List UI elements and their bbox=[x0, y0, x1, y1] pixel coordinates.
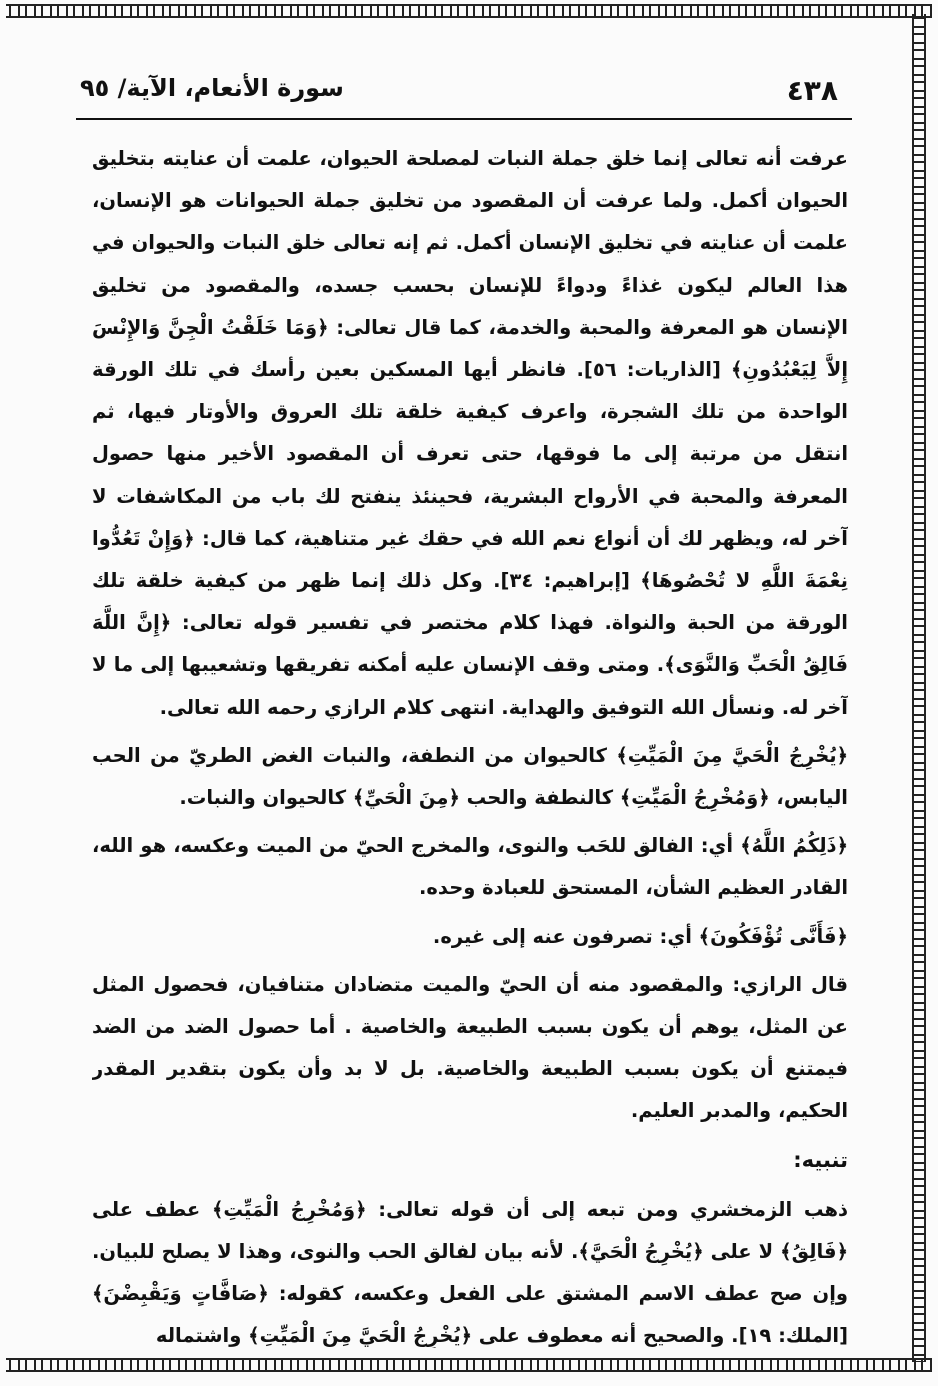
paragraph-5: قال الرازي: والمقصود منه أن الحيّ والميت متضادان متنافيان، فحصول المثل عن المثل، يوهم أن يكون بسبب الطبيعة والخاصية . أما حصول الضد من الضد فيمتنع أن يكون بسبب الطبيعة والخاصية. بل لا بد وأن يكون بتقدير المقدر الحكيم، والمدبر العليم. bbox=[92, 972, 848, 1123]
paragraph-6: ذهب الزمخشري ومن تبعه إلى أن قوله تعالى: ﴿وَمُخْرِجُ الْمَيِّتِ﴾ عطف على ﴿فَالِقُ﴾ لا على ﴿يُخْرِجُ الْحَيَّ﴾. لأنه بيان لفالق الحب والنوى، وهذا لا يصلح للبيان. وإن صح عطف الاسم المشتق على الفعل وعكسه، كقوله: ﴿صَافَّاتٍ وَيَقْبِضْنَ﴾ [الملك: ١٩]. والصحيح أنه معطوف على ﴿يُخْرِجُ الْحَيَّ مِنَ الْمَيِّتِ﴾ واشتماله bbox=[92, 1197, 848, 1348]
paragraph-1: عرفت أنه تعالى إنما خلق جملة النبات لمصلحة الحيوان، علمت أن عنايته بتخليق الحيوان أكمل. ولما عرفت أن المقصود من تخليق جملة الحيوانات هو الإنسان، علمت أن عنايته في تخليق الإنسان أكمل. ثم إنه تعالى خلق النبات والحيوان في هذا العالم ليكون غذاءً ودواءً للإنسان بحسب جسده، والمقصود من تخليق الإنسان هو المعرفة والمحبة والخدمة، كما قال تعالى: ﴿وَمَا خَلَقْتُ الْجِنَّ وَالإِنْسَ إِلاَّ لِيَعْبُدُونِ﴾ [الذاريات: ٥٦]. فانظر أيها المسكين بعين رأسك في تلك الورقة الواحدة من تلك الشجرة، واعرف كيفية خلقة تلك العروق والأوتار فيها، ثم انتقل من مرتبة إلى ما فوقها، حتى تعرف أن المقصود الأخير منها حصول المعرفة والمحبة في الأرواح البشرية، فحينئذ ينفتح لك باب من المكاشفات لا آخر له، ويظهر لك أن أنواع نعم الله في حقك غير متناهية، كما قال: ﴿وَإِنْ تَعُدُّوا نِعْمَةَ اللَّهِ لا تُحْصُوهَا﴾ [إبراهيم: ٣٤]. وكل ذلك إنما ظهر من كيفية خلقة تلك الورقة من الحبة والنواة. فهذا كلام مختصر في تفسير قوله تعالى: ﴿إِنَّ اللَّهَ فَالِقُ الْحَبِّ وَالنَّوَى﴾. ومتى وقف الإنسان عليه أمكنه تفريقها وتشعيبها إلى ما لا آخر له. ونسأل الله التوفيق والهداية. انتهى كلام الرازي رحمه الله تعالى. bbox=[92, 147, 848, 719]
page-header bbox=[76, 60, 852, 120]
decorative-border-bottom bbox=[6, 1358, 932, 1372]
decorative-border-right bbox=[912, 14, 926, 1362]
paragraph-3: ﴿ذَلِكُمُ اللَّهُ﴾ أي: الفالق للحَب والنوى، والمخرج الحيّ من الميت وعكسه، هو الله، القادر العظيم الشأن، المستحق للعبادة وحده. bbox=[92, 834, 848, 900]
page-number: ٤٣٨ bbox=[786, 74, 838, 107]
section-heading: تنبيه: bbox=[793, 1147, 848, 1172]
decorative-border-top bbox=[6, 4, 932, 18]
paragraph-2: ﴿يُخْرِجُ الْحَيَّ مِنَ الْمَيِّتِ﴾ كالحيوان من النطفة، والنبات الغض الطريّ من الحب اليابس، ﴿وَمُخْرِجُ الْمَيِّتِ﴾ كالنطفة والحب ﴿مِنَ الْحَيِّ﴾ كالحيوان والنبات. bbox=[92, 743, 848, 810]
page-body bbox=[92, 138, 848, 1348]
paragraph-4: ﴿فَأَنَّى تُؤْفَكُونَ﴾ أي: تصرفون عنه إلى غيره. bbox=[432, 924, 848, 948]
running-head: سورة الأنعام، الآية/ ٩٥ bbox=[80, 74, 344, 102]
header-rule bbox=[76, 118, 852, 120]
